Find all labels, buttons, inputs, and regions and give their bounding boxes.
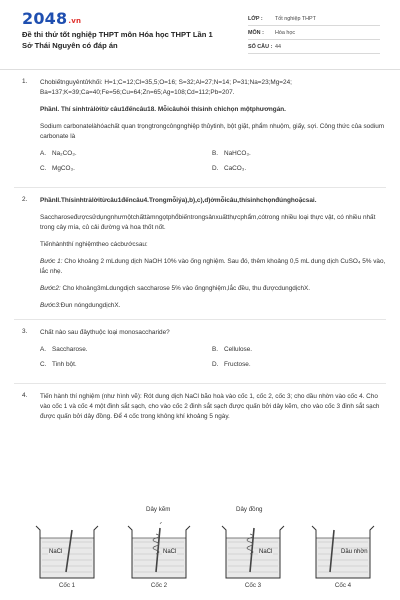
option-text: Saccharose. bbox=[52, 346, 88, 353]
meta-value: Tốt nghiệp THPT bbox=[275, 15, 316, 22]
option-letter: B. bbox=[212, 346, 219, 353]
option-a[interactable] bbox=[40, 149, 212, 164]
part-instruction: PhầnI. Thí sinhtrảlờitừ câu1đếncâu18. Mỗicâuhỏi thísinh chỉchọn mộtphươngán. bbox=[40, 106, 286, 113]
procedure-heading: Tiếnhànhthí nghiệmtheo cácbướcsau: bbox=[40, 241, 148, 248]
step-3 bbox=[40, 301, 386, 311]
option-letter: C. bbox=[40, 361, 47, 368]
option-text: MgCO₃. bbox=[52, 165, 75, 172]
question-list bbox=[0, 78, 400, 422]
option-text: NaHCO₃. bbox=[224, 150, 251, 157]
step-label: Bước2: bbox=[40, 285, 61, 292]
question-2 bbox=[0, 196, 400, 311]
beaker-icon bbox=[122, 522, 196, 582]
step-text: Cho khoảng 2 mLdung dịch NaOH 10% vào ống nghiệm. Sau đó, thêm khoảng 0,5 mL dung dịch CuSO₄ 5% vào, lắc nhẹ. bbox=[40, 258, 386, 275]
question-stem: Sodium carbonatelàhóachất quan trọngtrongcôngnghiệp thủytinh, bột giặt, phẩm nhuộm, giấy, sợi. Công thức của sodium carbonate là bbox=[40, 123, 385, 140]
meta-row-count bbox=[248, 40, 380, 54]
option-d[interactable] bbox=[212, 360, 384, 375]
liquid-label: Dầu nhờn bbox=[341, 549, 368, 555]
beaker-icon bbox=[216, 522, 290, 582]
liquid-label: NaCl bbox=[259, 549, 273, 555]
liquid-label: NaCl bbox=[163, 549, 177, 555]
answer-options bbox=[40, 149, 386, 179]
beaker-4-label: Cốc 4 bbox=[334, 582, 352, 589]
question-separator bbox=[14, 187, 386, 188]
exam-title: Đề thi thử tốt nghiệp THPT môn Hóa học THPT Lần 1 Sở Thái Nguyên có đáp án bbox=[22, 30, 213, 50]
meta-key: SỐ CÂU : bbox=[248, 43, 273, 50]
meta-key: LỚP : bbox=[248, 15, 263, 22]
experiment-figure bbox=[28, 498, 380, 598]
step-label: Bước3: bbox=[40, 302, 61, 309]
question-separator bbox=[14, 383, 386, 384]
meta-key: MÔN : bbox=[248, 29, 264, 36]
option-d[interactable] bbox=[212, 164, 384, 179]
option-text: Fructose. bbox=[224, 361, 251, 368]
exam-meta bbox=[248, 12, 380, 54]
logo-suffix: .vn bbox=[68, 17, 82, 25]
site-logo[interactable] bbox=[22, 9, 81, 28]
step-1 bbox=[40, 257, 386, 277]
step-text: Cho khoảng3mLdungdịch saccharose 5% vào ốngnghiệm,lắc đều, thu đượcdungdịchX. bbox=[60, 285, 311, 292]
question-intro: Saccharoseđượcsửdụngnhưmộtchấttàmngọtphổbiếntrongsảnxuấtthựcphẩm,cótrong nhiều loại thực vật, có nhiều nhất trong cây mía, củ cải đường và hoa thốt nốt. bbox=[40, 214, 376, 231]
step-text: Đun nóngdungdịchX. bbox=[60, 302, 121, 309]
beaker-1-label: Cốc 1 bbox=[58, 582, 76, 589]
page-header bbox=[0, 0, 400, 62]
question-3 bbox=[0, 328, 400, 375]
option-text: Cellulose. bbox=[224, 346, 253, 353]
option-text: Tinh bột. bbox=[52, 361, 77, 368]
option-text: CaCO₃. bbox=[224, 165, 247, 172]
meta-value: Hóa học bbox=[275, 29, 296, 36]
question-number: 2. bbox=[22, 196, 28, 203]
zinc-wire-label: Dây kẽm bbox=[146, 506, 171, 513]
beaker-3-label: Cốc 3 bbox=[244, 582, 262, 589]
question-number: 4. bbox=[22, 392, 28, 399]
step-2 bbox=[40, 284, 386, 294]
atomic-masses: Chobiếtnguyêntửkhối: H=1;C=12;Cl=35,5;O=16; S=32;Al=27;N=14; P=31;Na=23;Mg=24; Ba=137;K=39;Ca=40;Fe=56;Cu=64;Zn=65;Ag=108;Cd=112;Pb=207. bbox=[40, 79, 292, 96]
logo-text: 2048 bbox=[22, 9, 68, 28]
option-a[interactable] bbox=[40, 345, 212, 360]
part-instruction: PhầnII.Thísinhtrảlờitừcâu1đếncâu4.Trongmỗiýa),b),c),d)ởmỗicâu,thísinhchọnđúnghoặcsai. bbox=[40, 197, 317, 204]
question-4 bbox=[0, 392, 400, 422]
question-separator bbox=[14, 319, 386, 320]
header-divider bbox=[0, 69, 400, 70]
option-letter: D. bbox=[212, 361, 219, 368]
question-number: 1. bbox=[22, 78, 28, 85]
beaker-4 bbox=[306, 522, 380, 590]
option-c[interactable] bbox=[40, 360, 212, 375]
liquid-label: NaCl bbox=[49, 549, 63, 555]
question-stem: Tiến hành thí nghiệm (như hình vẽ): Rót dung dịch NaCl bão hoà vào cốc 1, cốc 2, cốc 3; cho dầu nhờn vào cốc 4. Cho vào cốc 1 và cốc 4 một đinh sắt sạch, cho vào cốc 2 đinh sắt sạch được quấn bởi dây kẽm, cho vào cốc 3 đinh sắt sạch được quấn bởi dây đồng. Để 4 cốc trong không khí khoảng 5 ngày. bbox=[40, 393, 380, 420]
question-1 bbox=[0, 78, 400, 179]
option-b[interactable] bbox=[212, 345, 384, 360]
option-b[interactable] bbox=[212, 149, 384, 164]
option-text: Na₂CO₃. bbox=[52, 150, 77, 157]
beaker-1 bbox=[30, 522, 104, 590]
copper-wire-label: Dây đồng bbox=[236, 506, 263, 513]
option-c[interactable] bbox=[40, 164, 212, 179]
beaker-2 bbox=[122, 522, 196, 590]
meta-row-class bbox=[248, 12, 380, 26]
meta-row-subject bbox=[248, 26, 380, 40]
beaker-icon bbox=[30, 522, 104, 582]
option-letter: A. bbox=[40, 346, 47, 353]
beaker-2-label: Cốc 2 bbox=[150, 582, 168, 589]
step-label: Bước 1: bbox=[40, 258, 63, 265]
question-stem: Chất nào sau đâythuộc loại monosaccharide? bbox=[40, 329, 170, 336]
option-letter: A. bbox=[40, 150, 47, 157]
beaker-3 bbox=[216, 522, 290, 590]
option-letter: D. bbox=[212, 165, 219, 172]
option-letter: C. bbox=[40, 165, 47, 172]
answer-options bbox=[40, 345, 386, 375]
question-number: 3. bbox=[22, 328, 28, 335]
option-letter: B. bbox=[212, 150, 219, 157]
meta-value: 44 bbox=[275, 43, 281, 50]
